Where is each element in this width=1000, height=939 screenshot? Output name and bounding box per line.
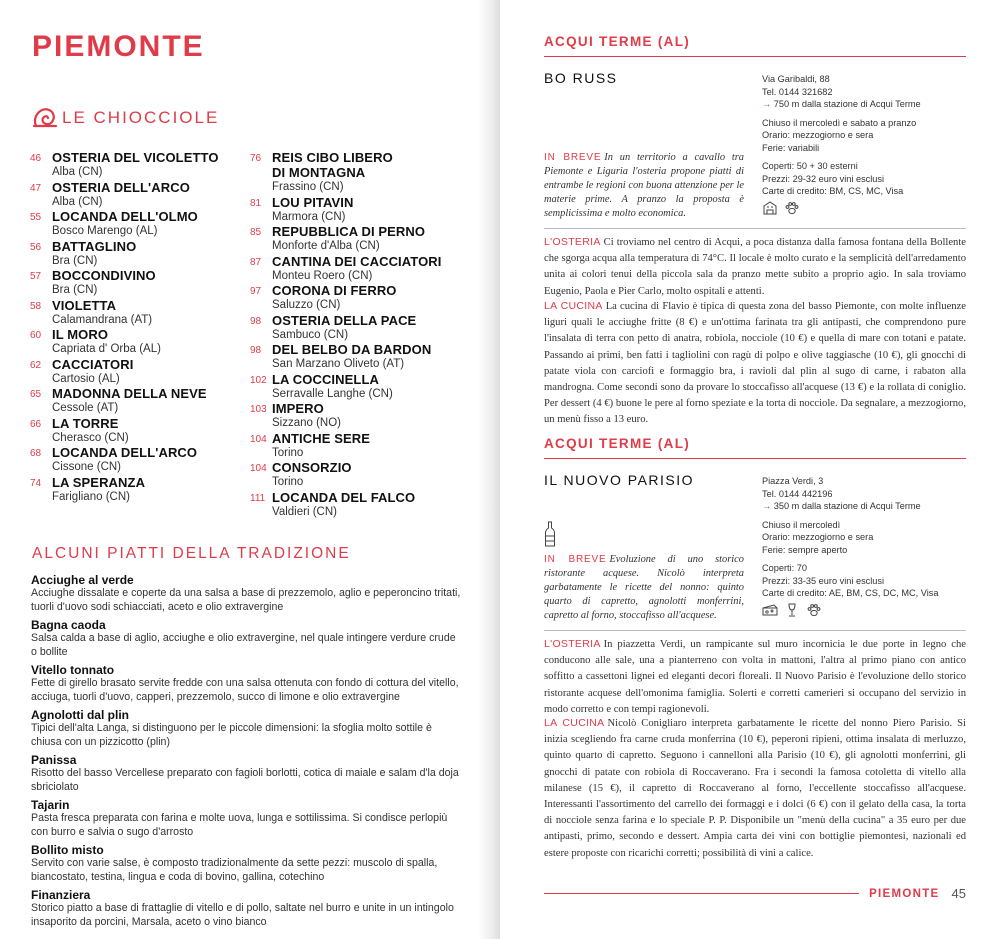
list-item[interactable]: 58 VIOLETTA Calamandrana (AT) xyxy=(30,297,153,326)
dish-item: Bagna caoda Salsa calda a base di aglio, acciughe e olio extravergine, nel quale intingere verdure crude o bollite xyxy=(31,618,456,658)
dish-item: Agnolotti dal plin Tipici dell'alta Langa, si distinguono per le piccole dimensioni: la sfoglia molto sottile è chiusa con un pizzicotto (plin) xyxy=(31,708,432,748)
right-page xyxy=(500,0,1000,939)
snail-icon xyxy=(32,106,58,130)
phone: Tel. 0144 321682 xyxy=(762,86,833,97)
footer-rule xyxy=(544,893,859,894)
restaurant-list-col1 xyxy=(30,150,240,504)
building-icon xyxy=(762,201,778,215)
distance-row xyxy=(762,500,972,513)
osteria-paragraph: L'OSTERIA In piazzetta Verdi, un rampicante sul muro incornicia le due porte in legno che conducono alle sale, una a pianterreno con volta in mattoni, l'altra al primo piano con antico soffitto a cassettoni lignei ed eleganti decori floreali. Il Nuovo Parisio è l'evoluzione dello storico ristorante acquese dell'omonima famiglia. Solerti e corretti camerieri si occupano del servizio in modo corretto e con tempi ragionevoli. xyxy=(544,638,966,715)
list-item[interactable]: 98 OSTERIA DELLA PACE Sambuco (CN) xyxy=(250,312,417,341)
cucina-paragraph: LA CUCINA Nicolò Conigliaro interpreta garbatamente le ricette del nonno Piero Parisio. Si inizia scegliendo fra carne cruda monferrina (10 €), peperoni ripieni, ottima insalata di merluzzo, quinto quarto di capretto. Seguono i cannelloni alla Parisio (10 €), gli agnolotti monferrini, gli gnocchi di patate con robiola di Roccaverano. Fra i secondi la famosa cotoletta di vitello alla milanese (15 €), il capretto di Roccaverano al forno, l'eccellente stoccafisso all'acquese. Interessanti l'assortimento del carrello dei formaggi e i dolci (6 €) con il gelato della casa, la torta di nocciole senza farina e lo speciale P. P. Disponibile un "menù della cucina" a 35 euro per due antipasti, primo, secondo e dessert. Ampia carta dei vini con bottiglie piemontesi, nazionali ed estere proposte con ricarichi corretti; possibilità di vini a calice. xyxy=(544,717,966,859)
dish-item: Tajarin Pasta fresca preparata con farina e molte uova, lunga e sottilissima. Si condisce perlopiù con burro e salvia o sugo d'arrosto xyxy=(31,798,448,838)
in-breve-text: IN BREVE In un territorio a cavallo tra Piemonte e Liguria l'osteria propone piatti di entrambe le regioni con buona attenzione per le materie prime. A pranzo la proposta è semplicissima e molto economica. xyxy=(544,152,744,219)
list-item[interactable]: 74 LA SPERANZA Farigliano (CN) xyxy=(30,474,146,503)
arrow-icon: → xyxy=(762,501,772,511)
section-heading: ACQUI TERME (AL) xyxy=(544,34,691,49)
holidays: Ferie: variabili xyxy=(762,142,820,153)
hours: Orario: mezzogiorno e sera xyxy=(762,532,874,542)
list-item[interactable]: 85 REPUBBLICA DI PERNO Monforte d'Alba (CN) xyxy=(250,224,426,252)
list-item[interactable]: 68 LOCANDA DELL'ARCO Cissone (CN) xyxy=(30,445,198,473)
list-item[interactable]: 55 LOCANDA DELL'OLMO Bosco Marengo (AL) xyxy=(30,209,198,237)
divider xyxy=(544,630,966,631)
dish-item: Panissa Risotto del basso Vercellese preparato con fagioli borlotti, cotica di maiale e salam d'la doja sbriciolato xyxy=(31,753,459,793)
arrow-icon: → xyxy=(762,99,772,109)
credit-cards: Carte di credito: BM, CS, MC, Visa xyxy=(762,186,904,196)
paw-icon xyxy=(784,201,800,215)
left-page xyxy=(0,0,492,939)
page-gutter xyxy=(478,0,500,939)
distance: 350 m dalla stazione di Acqui Terme xyxy=(773,501,921,511)
dish-item: Acciughe al verde Acciughe dissalate e coperte da una salsa a base di prezzemolo, aglio e peperoncino tritati, tuorli d'uovo sodi schiacciati, aceto e olio extravergine xyxy=(31,573,461,613)
service-icons xyxy=(762,603,972,617)
list-item[interactable]: 65 MADONNA DELLA NEVE Cessole (AT) xyxy=(30,386,207,414)
list-item[interactable]: 81 LOU PITAVIN Marmora (CN) xyxy=(250,194,354,223)
region-title: PIEMONTE xyxy=(32,30,205,63)
dish-item: Vitello tonnato Fette di girello brasato servite fredde con una salsa ottenuta con fondo di cottura del vitello, acciuga, tuorli d'uovo, capperi, prezzemolo, succo di limone e olio extravergine xyxy=(31,663,459,703)
section-rule xyxy=(544,56,966,57)
wineglass-icon xyxy=(784,603,800,617)
seats: Coperti: 50 + 30 esterni xyxy=(762,161,858,171)
paw-icon xyxy=(806,603,822,617)
dishes-list xyxy=(31,573,461,933)
restaurant-name: BO RUSS xyxy=(544,70,618,86)
address: Piazza Verdi, 3 xyxy=(762,476,824,486)
dish-item: Bollito misto Servito con varie salse, è composto tradizionalmente da sette pezzi: muscolo di spalla, biancostato, testina, lingua e coda di bovino, gallina, cotechino xyxy=(31,843,438,883)
service-icons xyxy=(762,201,972,215)
prices: Prezzi: 29-32 euro vini esclusi xyxy=(762,173,885,184)
page-number: 45 xyxy=(951,886,966,901)
seats: Coperti: 70 xyxy=(762,563,807,573)
holidays: Ferie: sempre aperto xyxy=(762,544,848,555)
restaurant-info xyxy=(762,73,972,215)
distance: 750 m dalla stazione di Acqui Terme xyxy=(773,99,921,109)
list-item[interactable]: 102 LA COCCINELLA Serravalle Langhe (CN) xyxy=(250,371,393,400)
closing-days: Chiuso il mercoledì xyxy=(762,519,841,530)
osteria-paragraph: L'OSTERIA Ci troviamo nel centro di Acqui, a poca distanza dalla famosa fontana della Bollente che sgorga acqua alla temperatura di 74°C. Il locale è molto curato e la semplicità dell'arredamento unita ai colori tenui della piccola sala da pranzo mette subito a proprio agio. In sala troviamo Eugenio, Paola e Pier Carlo, molto ospitali e attenti. xyxy=(544,236,966,297)
list-item[interactable]: 57 BOCCONDIVINO Bra (CN) xyxy=(30,268,156,296)
list-item[interactable]: 111 LOCANDA DEL FALCO Valdieri (CN) xyxy=(250,489,416,518)
prices: Prezzi: 33-35 euro vini esclusi xyxy=(762,575,885,586)
list-item[interactable]: 97 CORONA DI FERRO Saluzzo (CN) xyxy=(250,283,397,311)
list-item[interactable]: 66 LA TORRE Cherasco (CN) xyxy=(30,415,129,444)
bottle-icon xyxy=(544,521,556,552)
section-heading: ACQUI TERME (AL) xyxy=(544,436,691,451)
list-item[interactable]: 62 CACCIATORI Cartosio (AL) xyxy=(30,356,134,385)
restaurant-info xyxy=(762,475,972,617)
divider xyxy=(544,228,966,229)
list-item[interactable]: 47 OSTERIA DELL'ARCO Alba (CN) xyxy=(30,179,190,208)
footer-region: PIEMONTE xyxy=(869,887,940,900)
cucina-paragraph: LA CUCINA La cucina di Flavio è tipica di questa zona del basso Piemonte, con molte influenze liguri quali le acciughe fritte (8 €) e un'ottima farinata tra gli antipasti, che comprendono pure l'insalata di terra con petto di anatra, robiola, nocciole (10 €) e quella di mare con totani e patate. Passando ai primi, ben fatti i tagliolini con ragù di polpo e olive taggiasche (10 €), gli gnocchi di patate viola con carciofi e formaggio bra, i ravioli dal plin al sugo di carne, i rabaton alla mandrogna. Come secondi sono da provare lo stoccafisso all'acquese (13 €) e la rollata di coniglio. Per dessert (4 €) buone le pere al forno speziate e la torta di nocciole. Da segnalare, a mezzogiorno, un menù fisso a 13 euro. xyxy=(544,300,966,426)
in-breve-text: IN BREVE Evoluzione di uno storico ristorante acquese. Nicolò interpreta garbatamente le ricette del nonno: quinto quarto di capretto, agnolotti monferrini, capretto al forno, stoccafisso all'acquese. xyxy=(544,554,744,621)
dishes-title: ALCUNI PIATTI DELLA TRADIZIONE xyxy=(32,545,351,562)
list-item[interactable]: 87 CANTINA DEI CACCIATORI Monteu Roero (CN) xyxy=(250,253,442,282)
list-item[interactable]: 104 CONSORZIO Torino xyxy=(250,460,352,488)
hours: Orario: mezzogiorno e sera xyxy=(762,130,874,140)
address: Via Garibaldi, 88 xyxy=(762,74,830,84)
list-item[interactable]: 46 OSTERIA DEL VICOLETTO Alba (CN) xyxy=(30,150,219,178)
closing-days: Chiuso il mercoledì e sabato a pranzo xyxy=(762,117,917,128)
credit-cards: Carte di credito: AE, BM, CS, DC, MC, Visa xyxy=(762,588,939,598)
dish-item: Finanziera Storico piatto a base di frattaglie di vitello e di pollo, saltate nel burro e unite in un intingolo insaporito da porcini, Marsala, aceto o vino bianco xyxy=(31,888,454,928)
page-footer xyxy=(544,886,966,901)
cheese-icon xyxy=(762,603,778,617)
list-item[interactable]: 76 REIS CIBO LIBERO DI MONTAGNA Frassino (CN) xyxy=(250,150,393,193)
list-item[interactable]: 103 IMPERO Sizzano (NO) xyxy=(250,401,342,429)
restaurant-name: IL NUOVO PARISIO xyxy=(544,472,695,488)
list-item[interactable]: 104 ANTICHE SERE Torino xyxy=(250,430,370,459)
chiocciole-header xyxy=(32,106,219,130)
list-item[interactable]: 60 IL MORO Capriata d' Orba (AL) xyxy=(30,327,161,355)
chiocciole-title: LE CHIOCCIOLE xyxy=(62,108,220,127)
list-item[interactable]: 56 BATTAGLINO Bra (CN) xyxy=(30,238,137,267)
distance-row xyxy=(762,98,972,111)
section-rule xyxy=(544,458,966,459)
phone: Tel. 0144 442196 xyxy=(762,488,833,499)
restaurant-list-col2 xyxy=(250,150,470,519)
list-item[interactable]: 98 DEL BELBO DA BARDON San Marzano Oliveto (AT) xyxy=(250,342,432,370)
